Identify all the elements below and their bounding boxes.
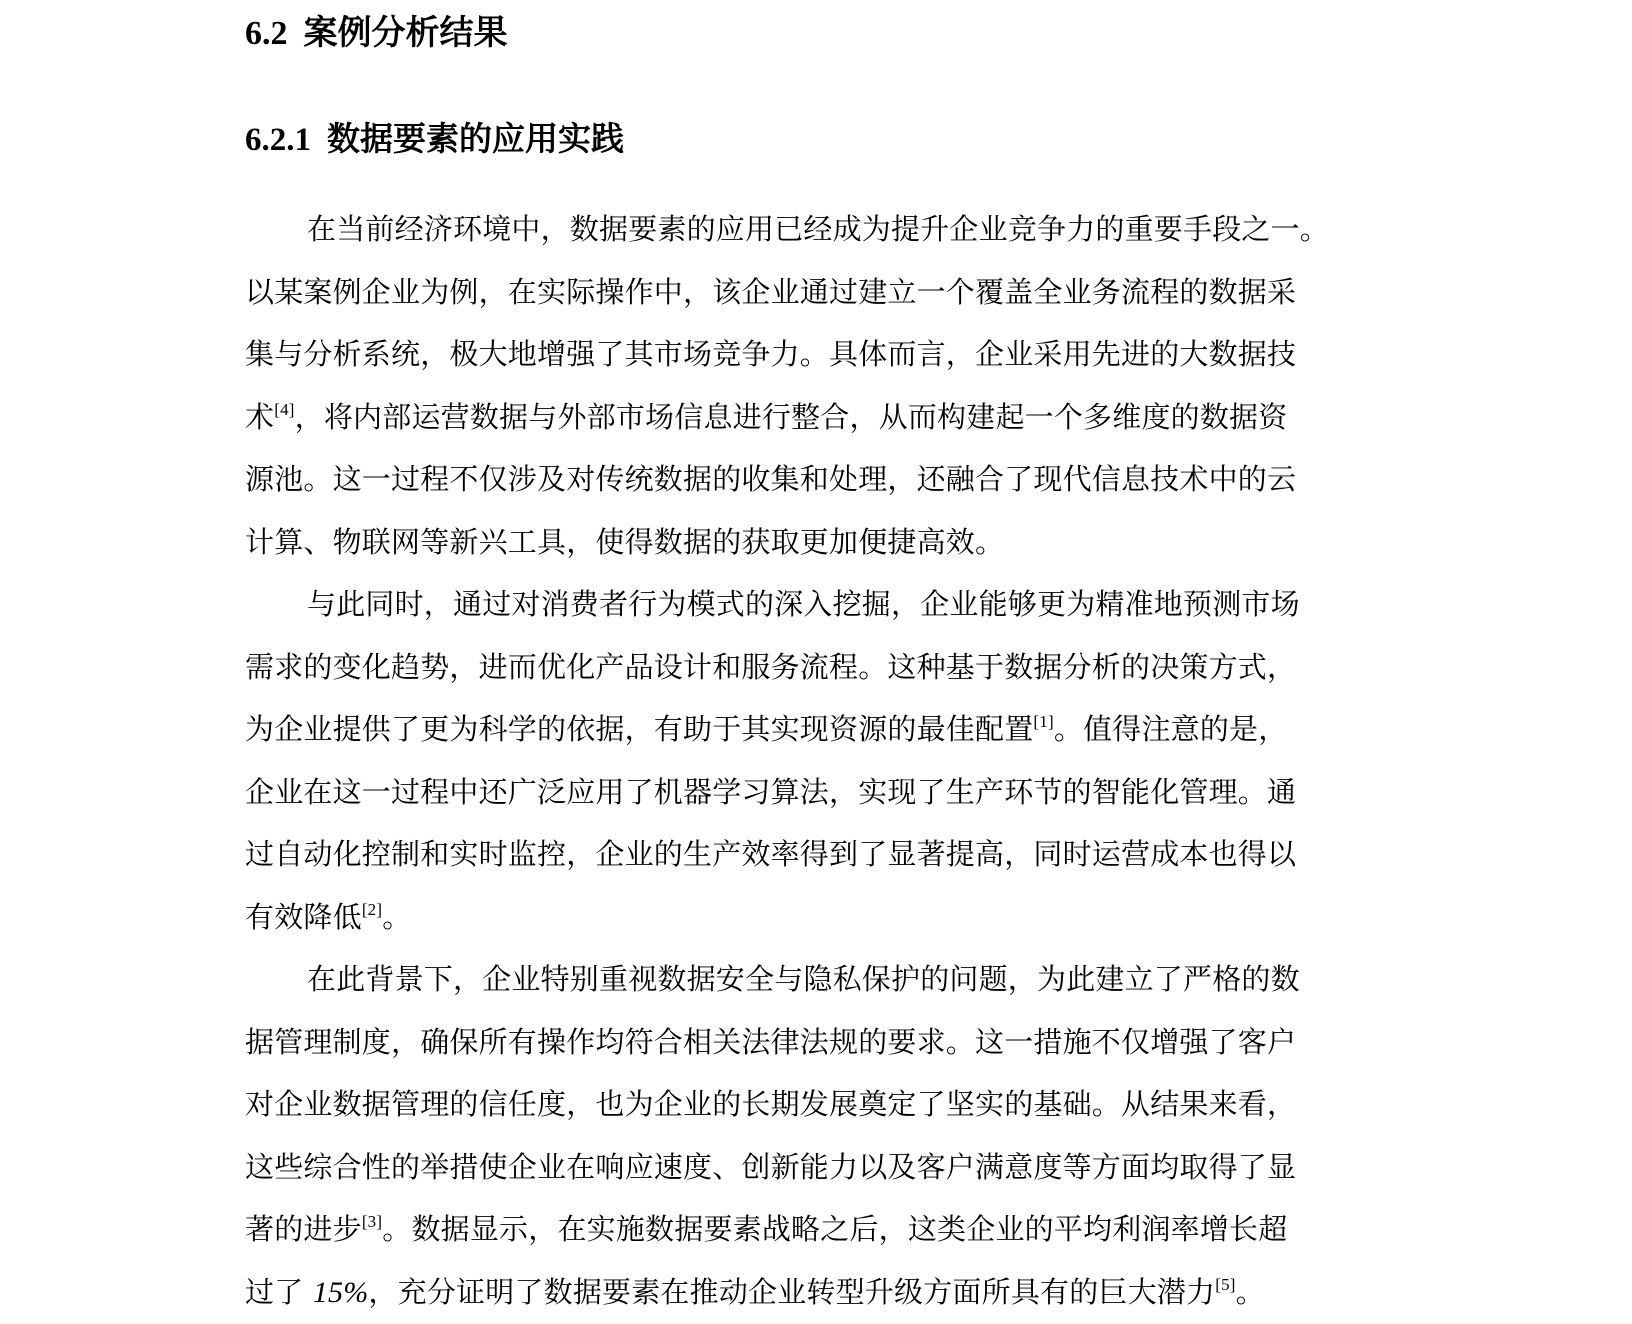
- text-run: 过自动化控制和实时监控，企业的生产效率得到了显著提高，同时运营成本也得以: [245, 837, 1297, 871]
- text-run: ，充分证明了数据要素在推动企业转型升级方面所具有的巨大潜力: [368, 1274, 1216, 1309]
- text-line: [245, 948, 1415, 1011]
- text-line: [245, 1198, 1415, 1261]
- text-run: 有效降低: [245, 899, 362, 934]
- text-run: 据管理制度，确保所有操作均符合相关法律法规的要求。这一措施不仅增强了客户: [245, 1024, 1297, 1059]
- text-run: 企业在这一过程中还广泛应用了机器学习算法，实现了生产环节的智能化管理。通: [245, 774, 1297, 809]
- text-run: 。: [1235, 1274, 1265, 1309]
- text-run: ，将内部运营数据与外部市场信息进行整合，从而构建起一个多维度的数据资: [294, 399, 1288, 434]
- text-run: 计算、物联网等新兴工具，使得数据的获取更加便捷高效。: [245, 524, 1005, 559]
- text-line: [245, 636, 1415, 699]
- text-line: [245, 1011, 1415, 1074]
- text-line: [245, 386, 1415, 449]
- text-run: 与此同时，通过对消费者行为模式的深入挖掘，企业能够更为精准地预测市场: [307, 587, 1300, 621]
- text-line: [245, 823, 1415, 886]
- text-line: [245, 448, 1415, 511]
- text-run: 需求的变化趋势，进而优化产品设计和服务流程。这种基于数据分析的决策方式，: [245, 649, 1297, 684]
- text-run: 在此背景下，企业特别重视数据安全与隐私保护的问题，为此建立了严格的数: [307, 962, 1300, 996]
- text-line: [245, 198, 1415, 261]
- text-run: 过了: [245, 1274, 313, 1309]
- text-line: [245, 511, 1415, 574]
- text-run: 源池。这一过程不仅涉及对传统数据的收集和处理，还融合了现代信息技术中的云: [245, 462, 1297, 496]
- section-number: 6.2: [245, 15, 288, 52]
- text-line: [245, 261, 1415, 324]
- subsection-title: 数据要素的应用实践: [327, 119, 624, 158]
- emphasis-value: 15%: [312, 1275, 369, 1309]
- text-run: 在当前经济环境中，数据要素的应用已经成为提升企业竞争力的重要手段之一。: [307, 212, 1330, 246]
- text-run: 。值得注意的是，: [1053, 712, 1288, 746]
- text-line: [245, 698, 1415, 761]
- text-run: 。: [382, 899, 412, 934]
- text-line: [245, 1136, 1415, 1199]
- text-run: 著的进步: [245, 1212, 362, 1246]
- text-line: [245, 886, 1415, 949]
- text-run: 以某案例企业为例，在实际操作中，该企业通过建立一个覆盖全业务流程的数据采: [245, 274, 1297, 309]
- text-run: 对企业数据管理的信任度，也为企业的长期发展奠定了坚实的基础。从结果来看，: [245, 1087, 1297, 1121]
- text-line: [245, 761, 1415, 824]
- citation-marker: [5]: [1215, 1274, 1236, 1294]
- text-run: 集与分析系统，极大地增强了其市场竞争力。具体而言，企业采用先进的大数据技: [245, 337, 1297, 371]
- citation-marker: [4]: [274, 399, 295, 419]
- text-run: 这些综合性的举措使企业在响应速度、创新能力以及客户满意度等方面均取得了显: [245, 1149, 1297, 1184]
- text-line: [245, 1073, 1415, 1136]
- section-title: 案例分析结果: [303, 13, 508, 53]
- citation-marker: [3]: [361, 1212, 383, 1231]
- text-run: 。数据显示，在实施数据要素战略之后，这类企业的平均利润率增长超: [382, 1212, 1288, 1246]
- text-line: [245, 573, 1415, 636]
- text-line: [245, 323, 1415, 386]
- subsection-heading: [245, 116, 624, 163]
- text-run: 为企业提供了更为科学的依据，有助于其实现资源的最佳配置: [245, 712, 1034, 746]
- body-text: [245, 198, 1415, 1323]
- text-line: [245, 1261, 1415, 1324]
- text-run: 术: [245, 399, 275, 434]
- citation-marker: [2]: [361, 899, 383, 919]
- subsection-number: 6.2.1: [245, 122, 311, 158]
- citation-marker: [1]: [1033, 712, 1054, 731]
- section-heading: [245, 10, 508, 57]
